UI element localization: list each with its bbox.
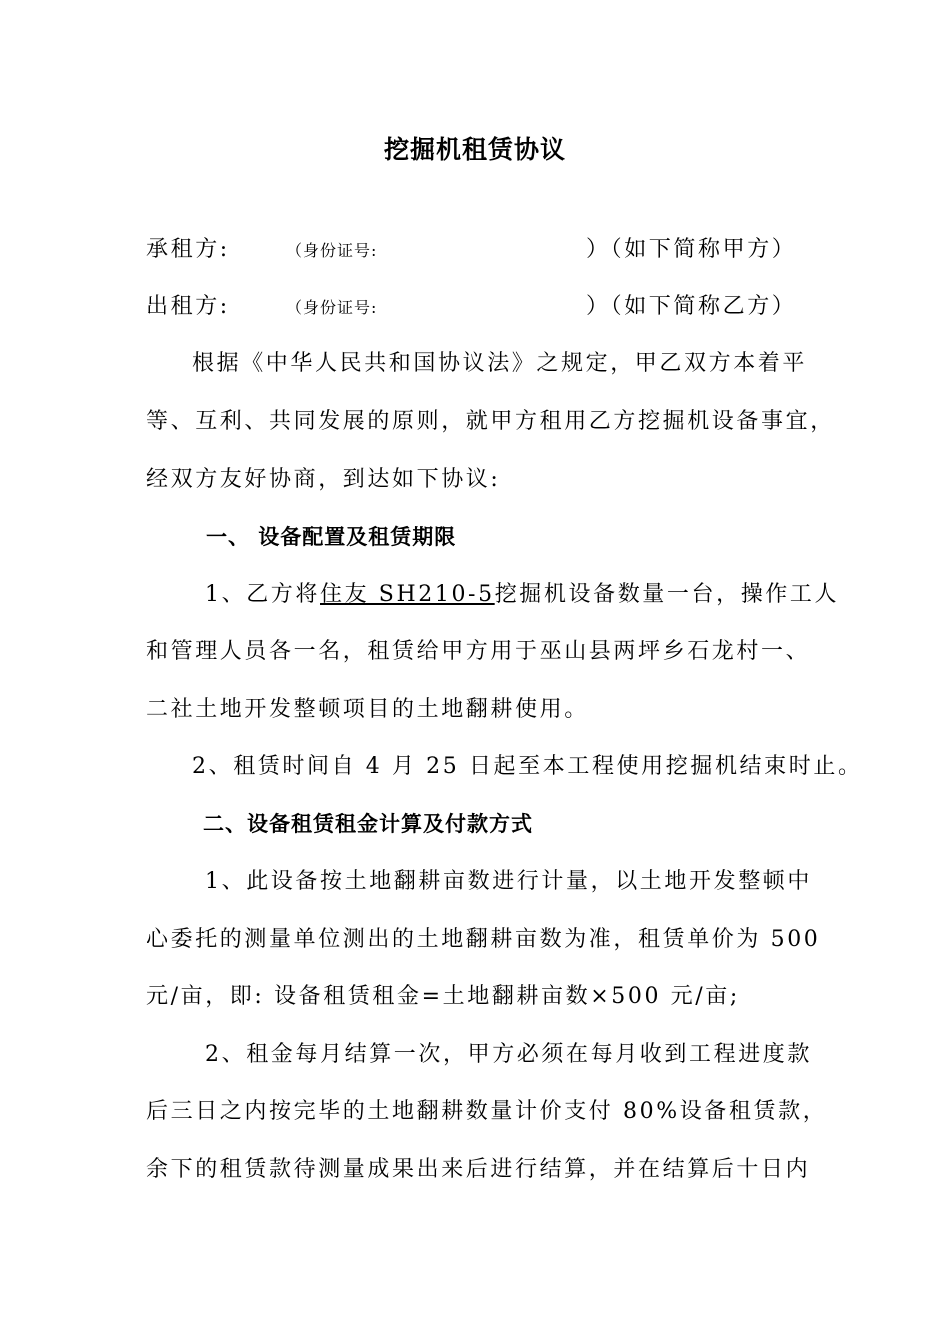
intro-line-1: 根据《中华人民共和国协议法》之规定，甲乙双方本着平 — [192, 351, 808, 376]
intro-line-2: 等、互利、共同发展的原则，就甲方租用乙方挖掘机设备事宜， — [146, 409, 835, 434]
lessee-line — [146, 235, 826, 266]
lessee-label: 承租方: — [146, 237, 230, 262]
section-1-item-1-rest: 挖掘机设备数量一台，操作工人 — [494, 582, 840, 607]
lessee-id-label: （身份证号: — [286, 241, 378, 260]
section-2-item-2-line-2: 后三日之内按完毕的土地翻耕数量计价支付 80%设备租赁款， — [146, 1099, 828, 1124]
document-title: 挖掘机租赁协议 — [383, 135, 566, 164]
section-2-item-1-line-2: 心委托的测量单位测出的土地翻耕亩数为准，租赁单价为 500 — [146, 927, 821, 952]
lessor-id-label: （身份证号: — [286, 298, 378, 317]
lessor-suffix: ）（如下简称乙方） — [586, 294, 797, 319]
section-1-item-1-line-2: 和管理人员各一名，租赁给甲方用于巫山县两坪乡石龙村一、 — [146, 639, 811, 664]
intro-line-3: 经双方友好协商，到达如下协议: — [146, 467, 501, 492]
section-1-item-1-prefix: 1、乙方将 — [205, 582, 320, 607]
lessee-suffix: ）（如下简称甲方） — [586, 237, 797, 262]
excavator-model: 住友 SH210-5 — [320, 582, 495, 607]
section-2-item-2-line-1: 2、租金每月结算一次，甲方必须在每月收到工程进度款 — [205, 1042, 812, 1067]
section-1-item-1-line-3: 二社土地开发整顿项目的土地翻耕使用。 — [146, 697, 589, 722]
lessor-line — [146, 292, 826, 323]
section-1-heading: 一、 设备配置及租赁期限 — [206, 525, 457, 549]
section-1-item-1-line-1 — [205, 580, 885, 610]
lessor-label: 出租方: — [146, 294, 230, 319]
section-2-item-2-line-3: 余下的租赁款待测量成果出来后进行结算，并在结算后十日内 — [146, 1157, 811, 1182]
section-2-item-1-line-3: 元/亩，即: 设备租赁租金=土地翻耕亩数×500 元/亩; — [146, 984, 740, 1009]
section-1-item-2: 2、租赁时间自 4 月 25 日起至本工程使用挖掘机结束时止。 — [192, 754, 863, 779]
section-2-item-1-line-1: 1、此设备按土地翻耕亩数进行计量，以土地开发整顿中 — [205, 869, 812, 894]
section-2-heading: 二、设备租赁租金计算及付款方式 — [203, 812, 533, 836]
